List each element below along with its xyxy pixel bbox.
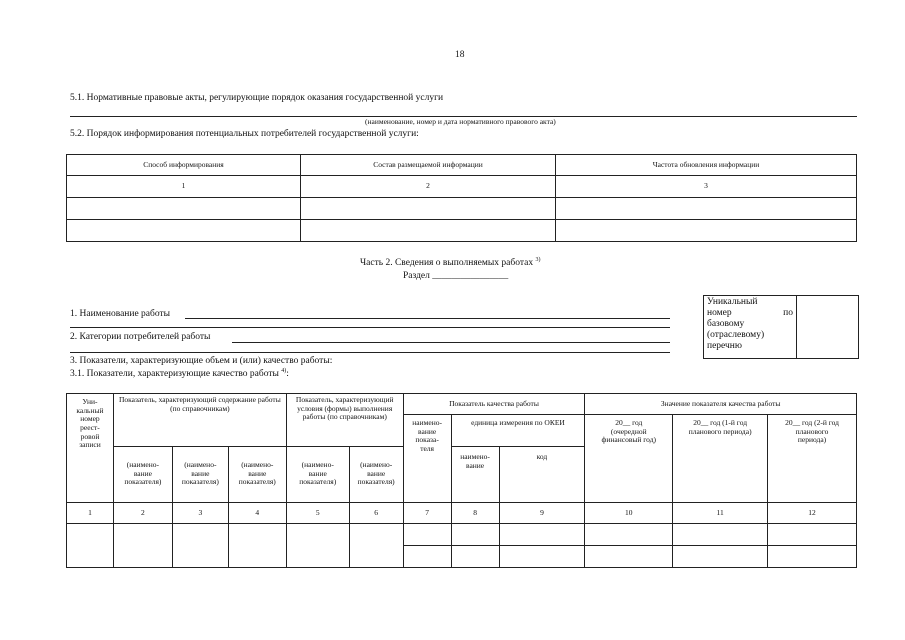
part-2-title (360, 257, 540, 269)
section-3-1-heading (70, 368, 289, 380)
unique-box-line2a: номер (707, 307, 732, 318)
quality-table (66, 393, 857, 568)
section-3-heading: 3. Показатели, характеризующие объем и (или) качество работы: (70, 356, 333, 366)
info-empty-row (67, 198, 857, 220)
info-table (66, 154, 857, 242)
col-okei: единица измерения по ОКЕИ (451, 415, 585, 447)
col-indicator-name: наимено- вание показа- теля (403, 415, 451, 503)
info-col-frequency: Частота обновления информации (556, 155, 857, 176)
quality-empty-row (67, 524, 857, 546)
part-2-footnote: 3) (535, 257, 541, 263)
section-3-1-text: 3.1. Показатели, характеризующие качество работы (70, 369, 279, 380)
unique-box-line4: (отраслевому) (707, 329, 765, 340)
section-5-2-heading: 5.2. Порядок информирования потенциальных потребителей государственной услуги: (70, 129, 419, 139)
unique-box-line1: Уникальный (707, 297, 758, 307)
num-7: 7 (403, 503, 451, 524)
col-content-indicator: Показатель, характеризующий содержание работы (по справочникам) (113, 394, 286, 447)
col-conditions-name-1: (наимено- вание показателя) (286, 447, 349, 503)
num-9: 9 (499, 503, 585, 524)
part-2-title-text: Часть 2. Сведения о выполняемых работах (360, 258, 534, 269)
section-5-1-caption: (наименование, номер и дата нормативного правового акта) (365, 117, 556, 126)
num-2: 2 (113, 503, 172, 524)
num-3: 3 (172, 503, 228, 524)
consumers-line-2 (70, 352, 670, 353)
col-year-2: 20__ год (1-й год планового периода) (673, 415, 768, 503)
num-1: 1 (67, 503, 114, 524)
col-quality-indicator: Показатель качества работы (403, 394, 585, 415)
col-content-name-3: (наимено- вание показателя) (228, 447, 286, 503)
razdel-label: Раздел ________________ (403, 271, 509, 281)
num-5: 5 (286, 503, 349, 524)
col-year-1: 20__ год (очередной финансовый год) (585, 415, 673, 503)
num-12: 12 (768, 503, 857, 524)
section-5-1-heading: 5.1. Нормативные правовые акты, регулирующие порядок оказания государственной услуги (70, 93, 444, 103)
num-11: 11 (673, 503, 768, 524)
consumers-line (232, 342, 670, 343)
unique-box-line2b: по (783, 307, 793, 318)
unique-box-line5: перечню (707, 340, 742, 351)
num-10: 10 (585, 503, 673, 524)
num-4: 4 (228, 503, 286, 524)
info-col-method: Способ информирования (67, 155, 301, 176)
info-col-content: Состав размещаемой информации (301, 155, 556, 176)
info-empty-row (67, 220, 857, 242)
consumers-label: 2. Категории потребителей работы (70, 332, 211, 342)
col-conditions-indicator: Показатель, характеризующий условия (формы) выполнения работы (по справочникам) (286, 394, 403, 447)
info-num-2: 2 (301, 176, 556, 198)
info-num-3: 3 (556, 176, 857, 198)
section-3-1-footnote: 4) (281, 368, 287, 374)
col-year-3: 20__ год (2-й год планового периода) (768, 415, 857, 503)
col-quality-values: Значение показателя качества работы (585, 394, 857, 415)
info-num-1: 1 (67, 176, 301, 198)
unique-number-box (703, 295, 859, 359)
work-name-line (185, 318, 670, 319)
col-unique-number: Уни- кальный номер реест- ровой записи (67, 394, 114, 503)
work-name-label: 1. Наименование работы (70, 309, 171, 319)
col-content-name-1: (наимено- вание показателя) (113, 447, 172, 503)
section-3-1-colon: : (286, 369, 289, 380)
num-6: 6 (349, 503, 403, 524)
col-okei-code: код (499, 447, 585, 503)
num-8: 8 (451, 503, 499, 524)
col-okei-name: наимено- вание (451, 447, 499, 503)
work-name-line-2 (70, 327, 670, 328)
col-content-name-2: (наимено- вание показателя) (172, 447, 228, 503)
unique-box-line3: базовому (707, 318, 745, 329)
col-conditions-name-2: (наимено- вание показателя) (349, 447, 403, 503)
page-number: 18 (455, 50, 465, 60)
